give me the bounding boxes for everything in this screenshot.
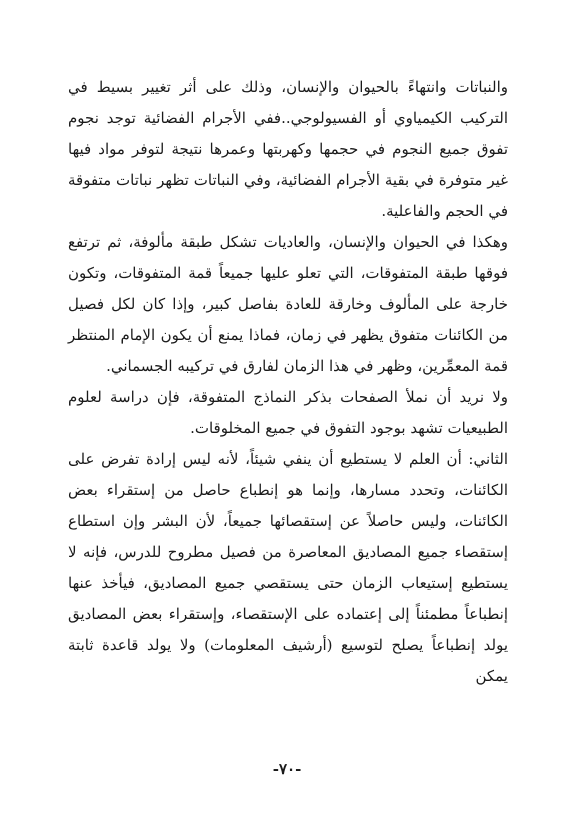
page-number: -٧٠- <box>272 760 302 778</box>
paragraph-second-point: الثاني: أن العلم لا يستطيع أن ينفي شيئاً، لأنه ليس إرادة تفرض على الكائنات، وتحدد مسارها، وإنما هو إنطباع حاصل من إستقراء بعض الكائنات، وليس حاصلاً عن إستقصائها جميعاً، لأن البشر وإن استطاع إستقصاء جميع المصاديق المعاصرة من فصيل مطروح للدرس، فإنه لا يستطيع إستيعاب الزمان حتى يستقصي جميع المصاديق، فيأخذ عنها إنطباعاً مطمئناً إلى إعتماده على الإستقصاء، وإستقراء بعض المصاديق يولد إنطباعاً يصلح لتوسيع (أرشيف المعلومات) ولا يولد قاعدة ثابتة يمكن <box>68 450 508 685</box>
paragraph-outliers: وهكذا في الحيوان والإنسان، والعاديات تشكل طبقة مألوفة، ثم ترتفع فوقها طبقة المتفوقات، التي تعلو عليها جميعاً قمة المتفوقات، وتكون خارجة على المألوف وخارقة للعادة بفاصل كبير، وإذا كان لكل فصيل من الكائنات متفوق يظهر في زمان، فماذا يمنع أن يكون الإمام المنتظر قمة المعمِّرين، وظهر في هذا الزمان لفارق في تركيبه الجسماني. <box>68 233 508 375</box>
paragraph-continuation: والنباتات وانتهاءً بالحيوان والإنسان، وذلك على أثر تغيير بسيط في التركيب الكيمياوي أو الفسيولوجي..ففي الأجرام الفضائية توجد نجوم تفوق جميع النجوم في حجمها وكهربتها وعمرها نتيجة لتوفر مواد فيها غير متوفرة في بقية الأجرام الفضائية، وفي النباتات تظهر نباتات متفوقة في الحجم والفاعلية. <box>68 78 508 220</box>
paragraph-examples: ولا نريد أن نملأ الصفحات بذكر النماذج المتفوقة، فإن دراسة لعلوم الطبيعيات تشهد بوجود التفوق في جميع المخلوقات. <box>68 388 508 437</box>
body-text <box>68 72 508 692</box>
